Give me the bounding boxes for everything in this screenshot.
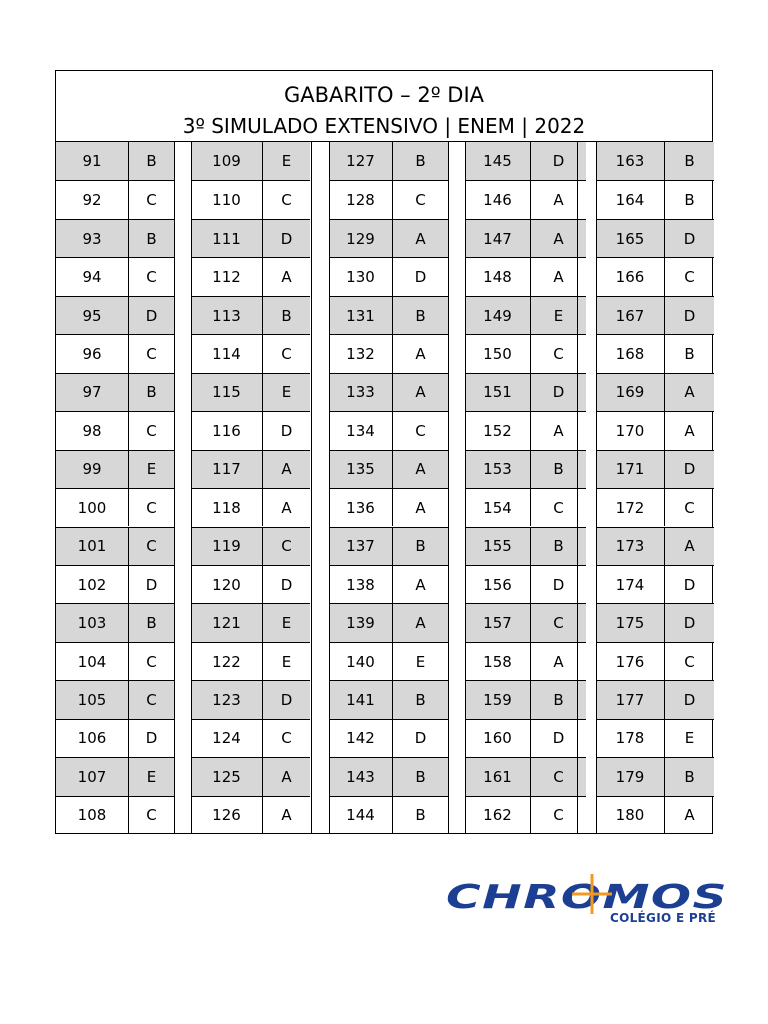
answer-row — [329, 603, 448, 641]
answer-letter: C — [281, 344, 292, 363]
question-number: 131 — [329, 297, 393, 334]
answer-row — [465, 334, 586, 372]
answer-row — [329, 565, 448, 603]
question-number: 126 — [191, 797, 263, 834]
answer-row — [56, 527, 174, 565]
question-number: 127 — [329, 142, 393, 180]
question-number: 167 — [596, 297, 665, 334]
answer-letter: D — [683, 229, 696, 248]
column-divider — [174, 142, 175, 834]
question-number: 112 — [191, 258, 263, 295]
answer-row — [329, 450, 448, 488]
answer-row — [56, 219, 174, 257]
answer-letter: D — [145, 575, 158, 594]
question-number: 141 — [329, 681, 393, 718]
answer-letter: A — [684, 537, 695, 556]
answer-row — [465, 796, 586, 834]
answer-letter: B — [146, 614, 157, 633]
question-number: 111 — [191, 220, 263, 257]
answer-letter: D — [683, 575, 696, 594]
answer-letter: B — [146, 229, 157, 248]
answer-column — [596, 142, 714, 834]
answer-letter: A — [281, 767, 292, 786]
answer-row — [191, 257, 310, 295]
answer-row — [329, 719, 448, 757]
question-number: 95 — [56, 297, 129, 334]
question-number: 148 — [465, 258, 531, 295]
question-number: 93 — [56, 220, 129, 257]
question-number: 94 — [56, 258, 129, 295]
answer-row — [191, 296, 310, 334]
answer-letter: A — [415, 498, 426, 517]
question-number: 125 — [191, 758, 263, 795]
question-number: 149 — [465, 297, 531, 334]
answer-letter: D — [280, 575, 293, 594]
answer-letter: C — [281, 729, 292, 748]
question-number: 147 — [465, 220, 531, 257]
answer-row — [56, 680, 174, 718]
answer-letter: A — [553, 652, 564, 671]
answer-row — [465, 603, 586, 641]
question-number: 124 — [191, 720, 263, 757]
answer-row — [329, 796, 448, 834]
answer-letter: B — [553, 691, 564, 710]
answer-letter: A — [415, 460, 426, 479]
answer-letter: E — [281, 383, 292, 402]
answer-row — [329, 142, 448, 180]
answer-row — [596, 680, 714, 718]
answer-letter: D — [683, 691, 696, 710]
question-number: 116 — [191, 412, 263, 449]
question-number: 98 — [56, 412, 129, 449]
answer-row — [56, 719, 174, 757]
answer-row — [191, 757, 310, 795]
column-divider — [448, 142, 449, 834]
answer-letter: D — [683, 614, 696, 633]
answer-row — [465, 296, 586, 334]
column-divider — [465, 142, 466, 834]
column-divider — [577, 142, 578, 834]
answer-letter: A — [684, 383, 695, 402]
question-number: 115 — [191, 374, 263, 411]
answer-row — [596, 796, 714, 834]
answer-letter: D — [280, 421, 293, 440]
question-number: 114 — [191, 335, 263, 372]
answer-letter: C — [146, 652, 157, 671]
answer-row — [56, 373, 174, 411]
answer-row — [465, 527, 586, 565]
answer-row — [191, 719, 310, 757]
answer-letter: C — [415, 421, 426, 440]
answer-column — [329, 142, 448, 834]
answer-column — [465, 142, 586, 834]
question-number: 155 — [465, 528, 531, 565]
answer-letter: A — [553, 421, 564, 440]
answer-row — [596, 527, 714, 565]
question-number: 109 — [191, 142, 263, 180]
question-number: 140 — [329, 643, 393, 680]
question-number: 171 — [596, 451, 665, 488]
question-number: 108 — [56, 797, 129, 834]
question-number: 110 — [191, 181, 263, 218]
question-number: 157 — [465, 604, 531, 641]
answer-letter: B — [684, 767, 695, 786]
answer-letter: C — [415, 191, 426, 210]
question-number: 164 — [596, 181, 665, 218]
answer-row — [56, 565, 174, 603]
question-number: 154 — [465, 489, 531, 526]
answer-row — [465, 180, 586, 218]
logo-wordmark: CHROMOS — [446, 877, 728, 916]
question-number: 122 — [191, 643, 263, 680]
answer-row — [596, 180, 714, 218]
answer-letter: A — [415, 575, 426, 594]
answer-letter: A — [415, 344, 426, 363]
question-number: 158 — [465, 643, 531, 680]
answer-letter: C — [553, 767, 564, 786]
question-number: 145 — [465, 142, 531, 180]
answer-letter: D — [414, 729, 427, 748]
answer-row — [329, 180, 448, 218]
question-number: 101 — [56, 528, 129, 565]
answer-row — [465, 373, 586, 411]
question-number: 176 — [596, 643, 665, 680]
question-number: 178 — [596, 720, 665, 757]
answer-letter: D — [552, 729, 565, 748]
question-number: 162 — [465, 797, 531, 834]
answer-letter: B — [684, 191, 695, 210]
answer-letter: D — [683, 460, 696, 479]
answer-letter: B — [415, 152, 426, 171]
answer-letter: D — [414, 268, 427, 287]
question-number: 144 — [329, 797, 393, 834]
page-subtitle: 3º SIMULADO EXTENSIVO | ENEM | 2022 — [182, 114, 586, 138]
question-number: 117 — [191, 451, 263, 488]
question-number: 100 — [56, 489, 129, 526]
answer-row — [56, 603, 174, 641]
logo-tagline: COLÉGIO E PRÉ — [610, 911, 717, 925]
question-number: 129 — [329, 220, 393, 257]
answer-letter: C — [553, 614, 564, 633]
question-number: 166 — [596, 258, 665, 295]
answer-row — [191, 565, 310, 603]
answer-row — [596, 603, 714, 641]
answer-letter: C — [146, 498, 157, 517]
answer-row — [596, 219, 714, 257]
page-title: GABARITO – 2º DIA — [283, 83, 485, 107]
question-number: 106 — [56, 720, 129, 757]
question-number: 163 — [596, 142, 665, 180]
answer-row — [465, 719, 586, 757]
answer-column — [56, 142, 174, 834]
question-number: 152 — [465, 412, 531, 449]
question-number: 174 — [596, 566, 665, 603]
answer-row — [56, 450, 174, 488]
answer-row — [56, 796, 174, 834]
question-number: 156 — [465, 566, 531, 603]
question-number: 143 — [329, 758, 393, 795]
answer-row — [56, 142, 174, 180]
question-number: 161 — [465, 758, 531, 795]
answer-row — [329, 334, 448, 372]
answer-row — [191, 142, 310, 180]
answer-row — [596, 411, 714, 449]
answer-row — [329, 373, 448, 411]
question-number: 138 — [329, 566, 393, 603]
answer-letter: A — [415, 614, 426, 633]
answer-row — [191, 642, 310, 680]
answer-letter: B — [553, 460, 564, 479]
answer-row — [465, 757, 586, 795]
answer-letter: D — [552, 152, 565, 171]
question-number: 118 — [191, 489, 263, 526]
answer-row — [465, 257, 586, 295]
answer-row — [329, 757, 448, 795]
answer-row — [191, 527, 310, 565]
question-number: 102 — [56, 566, 129, 603]
question-number: 135 — [329, 451, 393, 488]
answer-row — [191, 334, 310, 372]
answer-letter: C — [553, 344, 564, 363]
question-number: 113 — [191, 297, 263, 334]
answer-letter: E — [281, 152, 292, 171]
question-number: 132 — [329, 335, 393, 372]
answer-row — [329, 527, 448, 565]
question-number: 105 — [56, 681, 129, 718]
question-number: 103 — [56, 604, 129, 641]
answer-row — [191, 180, 310, 218]
answer-letter: D — [145, 306, 158, 325]
answer-letter: C — [146, 191, 157, 210]
answer-column — [191, 142, 310, 834]
answer-letter: C — [146, 344, 157, 363]
question-number: 128 — [329, 181, 393, 218]
answer-letter: C — [146, 421, 157, 440]
question-number: 173 — [596, 528, 665, 565]
answer-row — [56, 642, 174, 680]
answer-row — [191, 603, 310, 641]
answer-row — [191, 219, 310, 257]
answer-letter: B — [281, 306, 292, 325]
question-number: 180 — [596, 797, 665, 834]
question-number: 97 — [56, 374, 129, 411]
answer-letter: B — [415, 537, 426, 556]
question-number: 139 — [329, 604, 393, 641]
answer-letter: C — [553, 498, 564, 517]
answer-row — [596, 296, 714, 334]
question-number: 136 — [329, 489, 393, 526]
answer-row — [329, 642, 448, 680]
answer-row — [329, 680, 448, 718]
answer-letter: A — [553, 229, 564, 248]
question-number: 170 — [596, 412, 665, 449]
answer-row — [465, 450, 586, 488]
answer-row — [465, 488, 586, 526]
answer-letter: C — [684, 652, 695, 671]
question-number: 168 — [596, 335, 665, 372]
answer-letter: B — [415, 767, 426, 786]
answer-row — [596, 488, 714, 526]
question-number: 169 — [596, 374, 665, 411]
answer-row — [596, 450, 714, 488]
question-number: 159 — [465, 681, 531, 718]
answer-row — [191, 488, 310, 526]
question-number: 150 — [465, 335, 531, 372]
answer-row — [465, 411, 586, 449]
answer-letter: A — [281, 498, 292, 517]
question-number: 172 — [596, 489, 665, 526]
answer-letter: D — [145, 729, 158, 748]
answer-letter: D — [280, 691, 293, 710]
answer-row — [596, 257, 714, 295]
answer-row — [191, 373, 310, 411]
answer-row — [56, 757, 174, 795]
column-divider — [311, 142, 312, 834]
answer-row — [596, 642, 714, 680]
column-divider — [596, 142, 597, 834]
answer-row — [596, 565, 714, 603]
answer-letter: C — [146, 537, 157, 556]
question-number: 151 — [465, 374, 531, 411]
answer-row — [465, 680, 586, 718]
question-number: 92 — [56, 181, 129, 218]
answer-letter: D — [552, 575, 565, 594]
answer-row — [329, 296, 448, 334]
answer-letter: A — [684, 806, 695, 825]
answer-row — [465, 565, 586, 603]
answer-letter: B — [553, 537, 564, 556]
answer-row — [191, 796, 310, 834]
question-number: 99 — [56, 451, 129, 488]
question-number: 107 — [56, 758, 129, 795]
answer-letter: B — [684, 344, 695, 363]
answer-letter: A — [415, 383, 426, 402]
answer-letter: A — [553, 268, 564, 287]
question-number: 91 — [56, 142, 129, 180]
answer-letter: A — [281, 460, 292, 479]
answer-letter: A — [281, 806, 292, 825]
question-number: 120 — [191, 566, 263, 603]
answer-letter: C — [146, 806, 157, 825]
question-number: 137 — [329, 528, 393, 565]
answer-letter: D — [280, 229, 293, 248]
answer-row — [56, 334, 174, 372]
question-number: 179 — [596, 758, 665, 795]
question-number: 175 — [596, 604, 665, 641]
answer-row — [329, 257, 448, 295]
answer-row — [191, 680, 310, 718]
answer-letter: C — [281, 537, 292, 556]
answer-letter: B — [146, 383, 157, 402]
question-number: 96 — [56, 335, 129, 372]
question-number: 121 — [191, 604, 263, 641]
answer-key-sheet — [55, 70, 713, 834]
answer-key-header — [56, 71, 712, 142]
question-number: 165 — [596, 220, 665, 257]
answer-row — [596, 334, 714, 372]
answer-letter: E — [415, 652, 426, 671]
answer-row — [596, 142, 714, 180]
answer-row — [191, 411, 310, 449]
answer-row — [596, 373, 714, 411]
answer-row — [329, 411, 448, 449]
question-number: 153 — [465, 451, 531, 488]
answer-row — [329, 488, 448, 526]
question-number: 130 — [329, 258, 393, 295]
answer-row — [465, 142, 586, 180]
answer-row — [56, 180, 174, 218]
question-number: 160 — [465, 720, 531, 757]
answer-row — [56, 257, 174, 295]
question-number: 134 — [329, 412, 393, 449]
question-number: 177 — [596, 681, 665, 718]
question-number: 119 — [191, 528, 263, 565]
answer-letter: E — [281, 614, 292, 633]
answer-letter: B — [684, 152, 695, 171]
answer-letter: E — [553, 306, 564, 325]
answer-letter: B — [415, 806, 426, 825]
question-number: 146 — [465, 181, 531, 218]
answer-row — [56, 411, 174, 449]
answer-letter: A — [553, 191, 564, 210]
answer-row — [191, 450, 310, 488]
answer-letter: A — [684, 421, 695, 440]
answer-letter: C — [684, 268, 695, 287]
answer-letter: C — [684, 498, 695, 517]
question-number: 142 — [329, 720, 393, 757]
answer-letter: E — [146, 460, 157, 479]
answer-letter: C — [146, 268, 157, 287]
answer-row — [56, 296, 174, 334]
question-number: 133 — [329, 374, 393, 411]
column-divider — [329, 142, 330, 834]
answer-row — [596, 719, 714, 757]
answer-letter: C — [553, 806, 564, 825]
answer-row — [56, 488, 174, 526]
answer-letter: C — [281, 191, 292, 210]
answer-letter: A — [281, 268, 292, 287]
answer-letter: E — [684, 729, 695, 748]
answer-letter: C — [146, 691, 157, 710]
column-divider — [191, 142, 192, 834]
answer-letter: B — [415, 691, 426, 710]
answer-letter: A — [415, 229, 426, 248]
question-number: 123 — [191, 681, 263, 718]
answer-row — [329, 219, 448, 257]
answer-letter: B — [415, 306, 426, 325]
answer-letter: D — [683, 306, 696, 325]
answer-letter: E — [281, 652, 292, 671]
answer-letter: D — [552, 383, 565, 402]
answer-letter: B — [146, 152, 157, 171]
question-number: 104 — [56, 643, 129, 680]
answer-row — [465, 642, 586, 680]
answer-row — [465, 219, 586, 257]
answer-letter: E — [146, 767, 157, 786]
answer-row — [596, 757, 714, 795]
